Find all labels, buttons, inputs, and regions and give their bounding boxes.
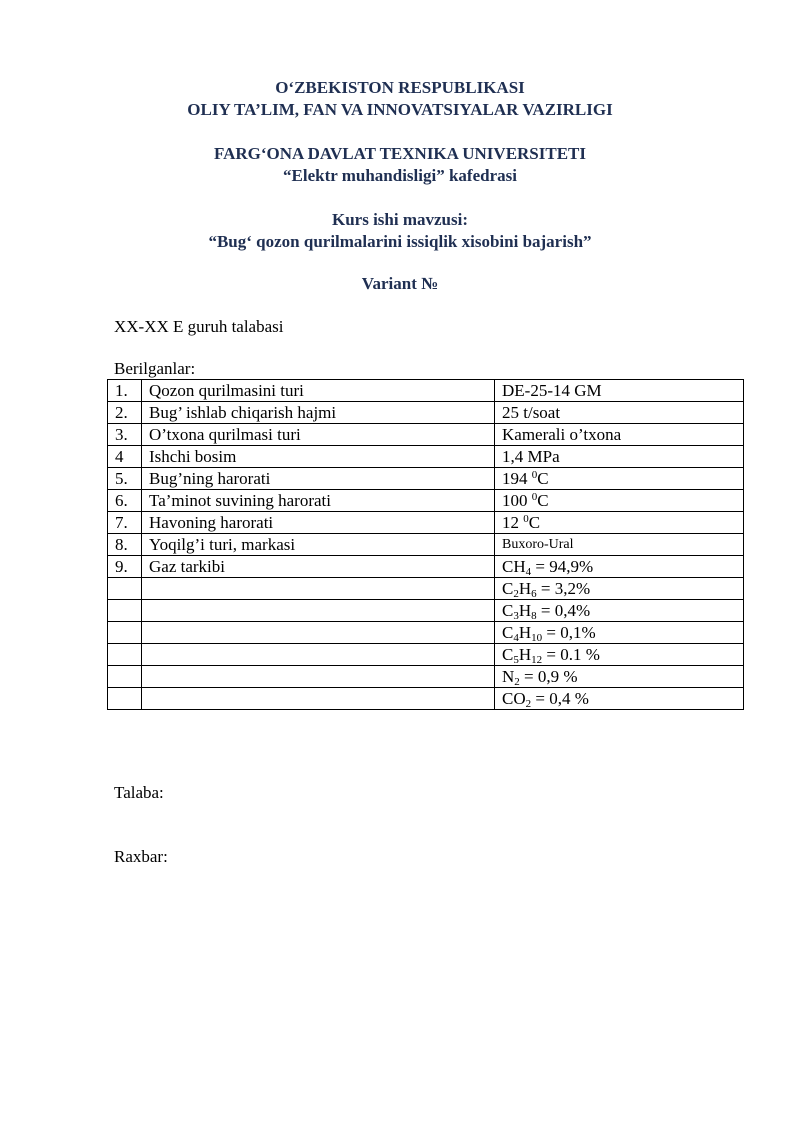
row-value: DE-25-14 GM (495, 380, 744, 402)
topic-title: “Bug‘ qozon qurilmalarini issiqlik xisobini bajarish” (208, 232, 592, 251)
row-number: 5. (108, 468, 142, 490)
row-number: 1. (108, 380, 142, 402)
gas-component: $C_5H_{12} = 0.1$ % (495, 644, 744, 666)
group-text: XX-XX E guruh talabasi (114, 317, 284, 336)
row-number: 2. (108, 402, 142, 424)
row-name: Qozon qurilmasini turi (142, 380, 495, 402)
gas-component: $C_2H_6 = 3,2\%$ (495, 578, 744, 600)
row-value: 194 $^0$C (495, 468, 744, 490)
table-row (108, 666, 744, 688)
row-name: O’txona qurilmasi turi (142, 424, 495, 446)
gas-component: $N_2 = 0,9$ % (495, 666, 744, 688)
row-number: 9. (108, 556, 142, 578)
row-name: Gaz tarkibi (142, 556, 495, 578)
table-row (108, 644, 744, 666)
ministry-line-1: O‘ZBEKISTON RESPUBLIKASI (275, 78, 525, 97)
table-row (108, 402, 744, 424)
table-row (108, 578, 744, 600)
table-row (108, 688, 744, 710)
table-row (108, 512, 744, 534)
row-number: 8. (108, 534, 142, 556)
row-value: 25 t/soat (495, 402, 744, 424)
row-number: 4 (108, 446, 142, 468)
table-row (108, 380, 744, 402)
gas-component: $CO_2 = 0,4$ % (495, 688, 744, 710)
table-row (108, 622, 744, 644)
row-value: 1,4 MPa (495, 446, 744, 468)
row-value: Kamerali o’txona (495, 424, 744, 446)
given-data-table (107, 379, 744, 710)
row-number: 6. (108, 490, 142, 512)
gas-component: $C_4H_{10} = 0,1\%$ (495, 622, 744, 644)
supervisor-label: Raxbar: (114, 847, 168, 866)
topic-label: Kurs ishi mavzusi: (331, 210, 469, 229)
row-name: Bug’ ishlab chiqarish hajmi (142, 402, 495, 424)
variant-label: Variant № (361, 274, 439, 293)
table-row (108, 534, 744, 556)
gas-component: $CH_4 = 94,9\%$ (495, 556, 744, 578)
university-name: FARG‘ONA DAVLAT TEXNIKA UNIVERSITETI (213, 144, 587, 163)
row-name: Havoning harorati (142, 512, 495, 534)
table-row (108, 600, 744, 622)
row-value: 12 $^0$C (495, 512, 744, 534)
row-name: Bug’ning harorati (142, 468, 495, 490)
table-row (108, 424, 744, 446)
row-name: Yoqilg’i turi, markasi (142, 534, 495, 556)
row-name: Ishchi bosim (142, 446, 495, 468)
ministry-line-2: OLIY TA’LIM, FAN VA INNOVATSIYALAR VAZIRLIGI (187, 100, 613, 119)
table-row (108, 468, 744, 490)
student-label: Talaba: (114, 783, 164, 802)
table-row (108, 490, 744, 512)
department-name: “Elektr muhandisligi” kafedrasi (283, 166, 517, 185)
row-value: 100 $^0$C (495, 490, 744, 512)
row-number: 3. (108, 424, 142, 446)
row-number: 7. (108, 512, 142, 534)
row-value: Buxoro-Ural (495, 534, 744, 556)
given-label: Berilganlar: (114, 359, 196, 378)
row-name: Ta’minot suvining harorati (142, 490, 495, 512)
gas-component: $C_3H_8 = 0,4\%$ (495, 600, 744, 622)
table-row (108, 556, 744, 578)
table-row (108, 446, 744, 468)
